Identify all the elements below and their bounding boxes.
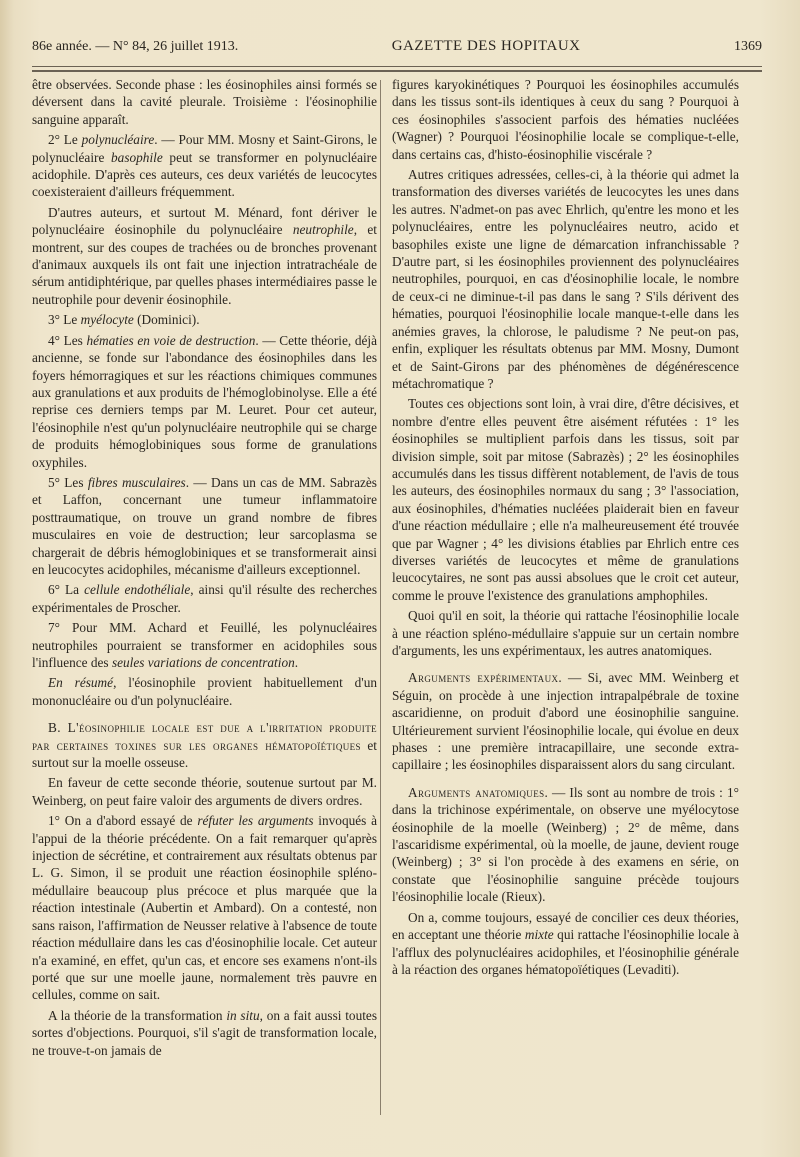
paragraph: 7° Pour MM. Achard et Feuillé, les polynucléaires neutrophiles pourraient se transformer en acidophiles sous l'influence des seules variations de concentration. <box>32 620 377 670</box>
column-divider <box>380 80 381 1115</box>
paragraph: figures karyokinétiques ? Pourquoi les éosinophiles accumulés dans les tissus sont-ils identiques à ceux du sang ? Pourquoi à ces éosinophiles s'associent parfois des hématies nucléées (Wagner) ? Pourquoi l'éosinophilie locale se complique-t-elle, dans certains cas, d'histo-éosinophilie viscérale ? <box>392 77 739 162</box>
paragraph: 6° La cellule endothéliale, ainsi qu'il résulte des recherches expérimentales de Proscher. <box>32 582 377 615</box>
paragraph: être observées. Seconde phase : les éosinophiles ainsi formés se déversent dans la cavité pleurale. Troisième : l'éosinophilie sanguine apparaît. <box>32 77 377 127</box>
paragraph: 2° Le polynucléaire. — Pour MM. Mosny et Saint-Girons, le polynucléaire basophile peut se transformer en polynucléaire acidophile. D'après ces auteurs, ces deux variétés de leucocytes coexisteraient d'ailleurs fréquemment. <box>32 132 377 200</box>
paragraph: 5° Les fibres musculaires. — Dans un cas de MM. Sabrazès et Laffon, concernant une tumeur inflammatoire posttraumatique, on trouve un grand nombre de fibres musculaires en voie de destruction; leur sarcoplasma se chargerait de débris hémoglobiniques et se transformerait ainsi en leucocytes acidophiles, mécanisme d'ailleurs exceptionnel. <box>32 474 377 577</box>
paragraph: D'autres auteurs, et surtout M. Ménard, font dériver le polynucléaire éosinophile du polynucléaire neutrophile, et montrent, sur des coupes de trachées ou de bronches provenant d'animaux auxquels ils ont fait une injection intratrachéale de sérum antidiphtérique, par quelles phases intermédiaires passe le neutrophile pour devenir éosinophile. <box>32 204 377 307</box>
left-column <box>32 76 377 1062</box>
header-rule-thick <box>32 70 762 72</box>
paragraph: 3° Le myélocyte (Dominici). <box>48 312 200 328</box>
header-rule <box>32 66 762 67</box>
paragraph: En résumé, l'éosinophile provient habituellement d'un mononucléaire ou d'un polynucléaire. <box>32 675 377 708</box>
section-heading-paragraph: B. L'éosinophilie locale est due a l'irritation produite par certaines toxines sur les organes hématopoïétiques et surtout sur la moelle osseuse. <box>32 720 377 771</box>
paragraph: Quoi qu'il en soit, la théorie qui rattache l'éosinophilie locale à une réaction spléno-médullaire s'appuie sur un certain nombre d'arguments, les uns expérimentaux, les autres anatomiques. <box>392 608 739 658</box>
paragraph: Autres critiques adressées, celles-ci, à la théorie qui admet la transformation des diverses variétés de leucocytes les unes dans les autres. N'admet-on pas avec Ehrlich, qu'entre les mono et les polynucléaires, entre les polynucléaires neutro, acido et basophiles existe une ligne de démarcation infranchissable ? D'autre part, si les éosinophiles proviennent des polynucléaires neutrophiles, pourquoi, en cas d'éosinophilie locale, le nombre de ceux-ci ne diminue-t-il pas dans le sang ? S'ils dérivent des hématies, pourquoi l'éosinophilie locale manque-t-elle dans les anémies graves, la chlorose, le paludisme ? Ne peut-on pas, enfin, expliquer les résultats obtenus par MM. Mosny, Dumont et de Saint-Girons par des phénomènes de dégénérescence métachromatique ? <box>392 167 739 391</box>
section-heading: B. L'éosinophilie locale est due a l'irritation produite par certaines toxines sur les organes hématopoïétiques <box>32 720 377 753</box>
paragraph: Arguments expérimentaux. — Si, avec MM. Weinberg et Séguin, on procède à une injection intrapalpébrale de toxine ascaridienne, on produit d'abord une éosinophilie sanguine. Ultérieurement survient l'éosinophilie locale, qui évolue en deux phases : une première intracapillaire, une seconde extra-capillaire ; les éosinophiles disparaissent alors du sang circulant. <box>392 670 740 773</box>
paragraph: Arguments anatomiques. — Ils sont au nombre de trois : 1° dans la trichinose expérimentale, on observe une myélocytose éosinophile de la moelle (Weinberg) ; 2° de même, dans l'ascaridisme expérimental, où la moelle, de jaune, devient rouge (Weinberg) ; 3° si l'on procède à des examens en série, on constate que l'éosinophilie sanguine précède toujours l'éosinophilie locale (Rieux). <box>392 784 739 905</box>
issue-info: 86e année. — N° 84, 26 juillet 1913. <box>32 39 239 54</box>
paragraph: 1° On a d'abord essayé de réfuter les arguments invoqués à l'appui de la théorie précédente. On a fait remarquer qu'après injection de sécrétine, et contrairement aux résultats obtenus par L. G. Simon, il se produit une réaction éosinophile spléno-médullaire beaucoup plus précoce et plus marquée que la réaction intestinale (Aubertin et Ambard). On a contesté, non sans raison, l'affirmation de Neusser relative à l'absence de toute réaction médullaire dans les cas d'éosinophilie locale. Cet auteur n'a examiné, en effet, qu'un cas, et encore ses examens n'ont-ils porté que sur une moelle jaune, normalement très pauvre en cellules, comme on sait. <box>32 813 377 1003</box>
journal-title: GAZETTE DES HOPITAUX <box>391 38 581 54</box>
subsection-heading: Arguments expérimentaux <box>408 670 559 686</box>
right-column <box>392 76 739 981</box>
paragraph: 4° Les hématies en voie de destruction. — Cette théorie, déjà ancienne, se fonde sur l'abondance des éosinophiles dans les foyers hémorragiques et sur les réactions chimiques communes aux granulations et aux produits de l'hémoglobinolyse. Elle a été reprise ces derniers temps par M. Leuret. Pour cet auteur, l'éosinophile n'est qu'un polynucléaire neutrophile qui se charge de produits hémoglobiniques sous forme de granulations oxyphiles. <box>32 332 377 470</box>
paragraph: En faveur de cette seconde théorie, soutenue surtout par M. Weinberg, on peut faire valoir des arguments de divers ordres. <box>32 775 377 808</box>
paragraph: On a, comme toujours, essayé de concilier ces deux théories, en acceptant une théorie mixte qui rattache l'éosinophilie locale à l'afflux des polynucléaires acidophiles, et l'éosinophilie générale à la réaction des organes hématopoïétiques (Levaditi). <box>392 909 739 977</box>
page-header <box>32 38 762 62</box>
paragraph: A la théorie de la transformation in situ, on a fait aussi toutes sortes d'objections. Pourquoi, s'il s'agit de transformation locale, ne trouve-t-on jamais de <box>32 1007 377 1058</box>
subsection-heading: Arguments anatomiques <box>408 784 545 800</box>
page-number: 1369 <box>733 39 762 54</box>
paragraph: Toutes ces objections sont loin, à vrai dire, d'être décisives, et nombre d'entre elles peuvent être aisément réfutées : 1° les éosinophiles se multiplient parfois dans les tissus, soit par division simple, soit par mitose (Sabrazès) ; 2° les éosinophiles accumulés dans les tissus diffèrent notablement, de l'avis de tous les auteurs, des éosinophiles normaux du sang ; 3° l'association, aux éosinophiles, d'hématies nucléées plaiderait bien en faveur d'une réaction médullaire ; elle n'a malheureusement été trouvée que par Wagner ; 4° les divisions établies par Ehrlich entre ces diverses variétés de leucocytes et même de granulations leucocytaires, ne sont pas aussi absolues que le croit cet auteur, comme le prouve l'existence des granulations amphophiles. <box>392 396 739 603</box>
